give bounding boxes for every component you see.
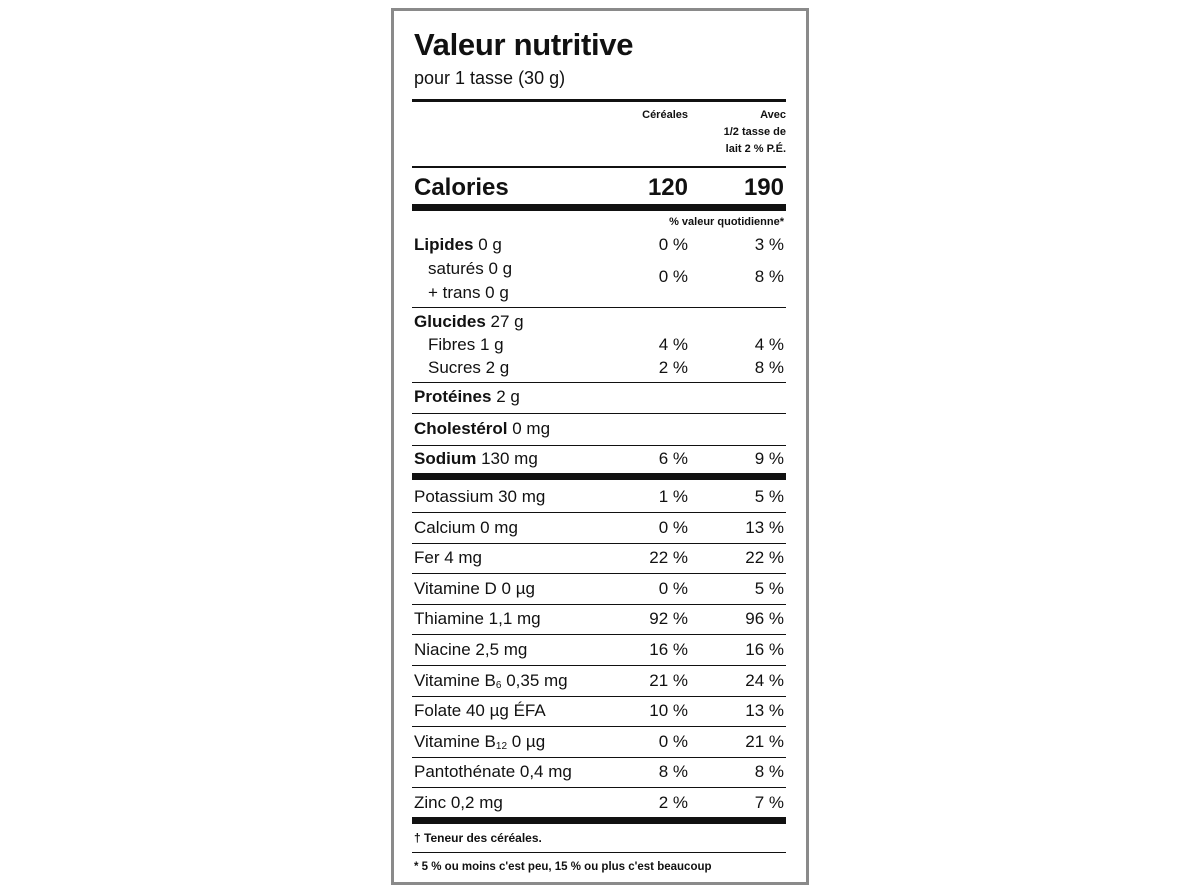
value-with-milk: 4 % — [754, 335, 784, 354]
nutrient-label: Calcium 0 mg — [414, 517, 518, 537]
nutrient-amount: 0 g — [473, 235, 502, 254]
nutrient-name — [414, 310, 524, 334]
nutrient-sub-saturated-trans — [428, 257, 512, 305]
value-cereal: 4 % — [658, 335, 688, 354]
saturated-line: saturés 0 g — [428, 259, 513, 278]
value-cereal: 10 % — [649, 701, 688, 721]
value-with-milk: 24 % — [745, 670, 784, 690]
serving-size: pour 1 tasse (30 g) — [414, 68, 566, 88]
nutrient-row — [414, 791, 786, 815]
divider — [412, 166, 786, 168]
value-cereal: 0 % — [658, 731, 688, 751]
nutrient-amount: 0 mg — [507, 419, 551, 438]
nutrient-bold-label: Lipides — [414, 235, 474, 254]
value-cereal: 0 % — [658, 517, 688, 537]
divider-thin — [412, 573, 786, 574]
value-with-milk: 13 % — [745, 517, 784, 537]
nutrient-row — [414, 607, 786, 631]
value-with-milk: 5 % — [754, 578, 784, 598]
nutrient-row — [414, 669, 786, 693]
nutrient-label: Potassium 30 mg — [414, 487, 546, 506]
label-title: Valeur nutritive — [414, 27, 634, 62]
nutrient-name: Sucres 2 g — [428, 358, 510, 377]
nutrient-row — [414, 546, 786, 570]
divider-thin — [412, 604, 786, 605]
nutrient-bold-label: Glucides — [414, 312, 486, 331]
nutrient-bold-label: Sodium — [414, 449, 477, 468]
nutrient-row-sucres — [414, 356, 786, 380]
nutrient-row — [414, 699, 786, 723]
nutrient-row — [414, 760, 786, 784]
divider-thick — [412, 99, 786, 102]
column-header-with-milk — [696, 107, 786, 158]
nutrient-amount: 2 g — [491, 387, 520, 406]
value-with-milk: 8 % — [754, 358, 784, 377]
nutrient-bold-label: Cholestérol — [414, 419, 508, 438]
nutrient-name — [414, 699, 546, 723]
nutrient-name — [414, 638, 527, 662]
calories-row — [414, 172, 786, 204]
value-with-milk: 96 % — [745, 609, 784, 629]
nutrient-name — [414, 516, 518, 540]
nutrient-name — [414, 233, 502, 257]
nutrient-amount: 27 g — [485, 312, 524, 331]
divider-heavy — [412, 817, 786, 824]
nutrient-label: Vitamine D 0 µg — [414, 578, 535, 598]
nutrient-row-sodium — [414, 447, 786, 471]
value-cereal: 22 % — [649, 548, 688, 568]
footnote-daily-value: * 5 % ou moins c'est peu, 15 % ou plus c'est beaucoup — [414, 861, 712, 873]
column-header-line: lait 2 % P.É. — [725, 143, 786, 155]
nutrient-name — [414, 447, 538, 471]
divider-thin — [412, 413, 786, 414]
nutrition-facts-label — [391, 8, 809, 885]
nutrient-row-lipides — [414, 233, 786, 257]
nutrient-name — [414, 417, 550, 441]
nutrient-name — [414, 730, 545, 754]
nutrient-row-proteines — [414, 385, 786, 409]
divider-heavy — [412, 473, 786, 480]
nutrient-bold-label: Protéines — [414, 387, 492, 406]
divider-thin — [412, 382, 786, 383]
value-with-milk: 5 % — [754, 487, 784, 506]
nutrient-row — [414, 577, 786, 601]
nutrient-name — [414, 485, 545, 509]
nutrient-name — [414, 546, 482, 570]
divider-thin — [412, 726, 786, 727]
nutrient-name — [414, 577, 535, 601]
nutrient-row — [414, 516, 786, 540]
nutrient-name — [414, 791, 503, 815]
value-cereal: 8 % — [658, 762, 688, 782]
nutrient-subscript: 12 — [495, 740, 508, 752]
value-cereal: 0 % — [658, 235, 688, 254]
column-header-cereal: Céréales — [642, 109, 688, 121]
value-with-milk: 21 % — [745, 731, 784, 751]
nutrient-label: Fer 4 mg — [414, 548, 483, 568]
calories-with-milk: 190 — [743, 174, 784, 201]
saturated-value-with-milk: 8 % — [754, 267, 784, 286]
value-with-milk: 8 % — [754, 762, 784, 782]
nutrient-label: Niacine 2,5 mg — [414, 640, 528, 659]
nutrient-name: Fibres 1 g — [428, 335, 504, 354]
value-with-milk: 16 % — [745, 640, 784, 659]
nutrient-row — [414, 638, 786, 662]
value-cereal: 21 % — [649, 670, 688, 690]
divider-thin — [412, 445, 786, 446]
divider-thin — [412, 543, 786, 544]
nutrient-row — [414, 485, 786, 509]
divider-thin — [412, 634, 786, 635]
value-cereal: 1 % — [658, 487, 688, 506]
divider-thin — [412, 852, 786, 853]
value-with-milk: 13 % — [745, 701, 784, 721]
divider-thin — [412, 757, 786, 758]
footnote-cereal-content: † Teneur des céréales. — [414, 831, 542, 845]
calories-cereal: 120 — [647, 174, 688, 201]
nutrient-label: Zinc 0,2 mg — [414, 793, 503, 812]
nutrient-row-fibres — [414, 333, 786, 357]
column-header-line: 1/2 tasse de — [723, 126, 786, 138]
nutrient-label: Folate 40 µg ÉFA — [414, 701, 546, 721]
nutrient-row-cholesterol — [414, 417, 786, 441]
divider-thin — [412, 307, 786, 308]
nutrient-subscript: 6 — [495, 679, 502, 691]
nutrient-row-glucides — [414, 310, 786, 334]
column-header-line: Avec — [760, 109, 786, 121]
value-cereal: 16 % — [649, 640, 688, 659]
nutrient-name — [414, 607, 541, 631]
value-cereal: 2 % — [658, 358, 688, 377]
divider-thin — [412, 665, 786, 666]
nutrient-label: Vitamine B — [414, 670, 496, 690]
value-with-milk: 3 % — [754, 235, 784, 254]
divider-thin — [412, 696, 786, 697]
value-with-milk: 7 % — [754, 793, 784, 812]
nutrient-name — [414, 669, 568, 693]
value-cereal: 2 % — [658, 793, 688, 812]
value-cereal: 0 % — [658, 578, 688, 598]
saturated-value-cereal: 0 % — [658, 267, 688, 286]
nutrient-amount: 0 µg — [507, 731, 546, 751]
nutrient-label: Pantothénate 0,4 mg — [414, 762, 572, 782]
calories-label: Calories — [414, 174, 509, 201]
value-with-milk: 9 % — [754, 449, 784, 468]
nutrient-name — [414, 385, 520, 409]
value-cereal: 6 % — [658, 449, 688, 468]
value-cereal: 92 % — [649, 609, 688, 629]
nutrient-row — [414, 730, 786, 754]
divider-thin — [412, 512, 786, 513]
nutrient-label: Thiamine 1,1 mg — [414, 609, 541, 629]
trans-line: + trans 0 g — [428, 283, 509, 302]
divider-heavy — [412, 204, 786, 211]
daily-value-header: % valeur quotidienne* — [669, 216, 784, 228]
label-content — [412, 11, 786, 882]
nutrient-amount: 0,35 mg — [501, 670, 568, 690]
nutrient-amount: 130 mg — [476, 449, 538, 468]
value-with-milk: 22 % — [745, 548, 784, 568]
divider-thin — [412, 787, 786, 788]
nutrient-name — [414, 760, 572, 784]
nutrient-label: Vitamine B — [414, 731, 496, 751]
